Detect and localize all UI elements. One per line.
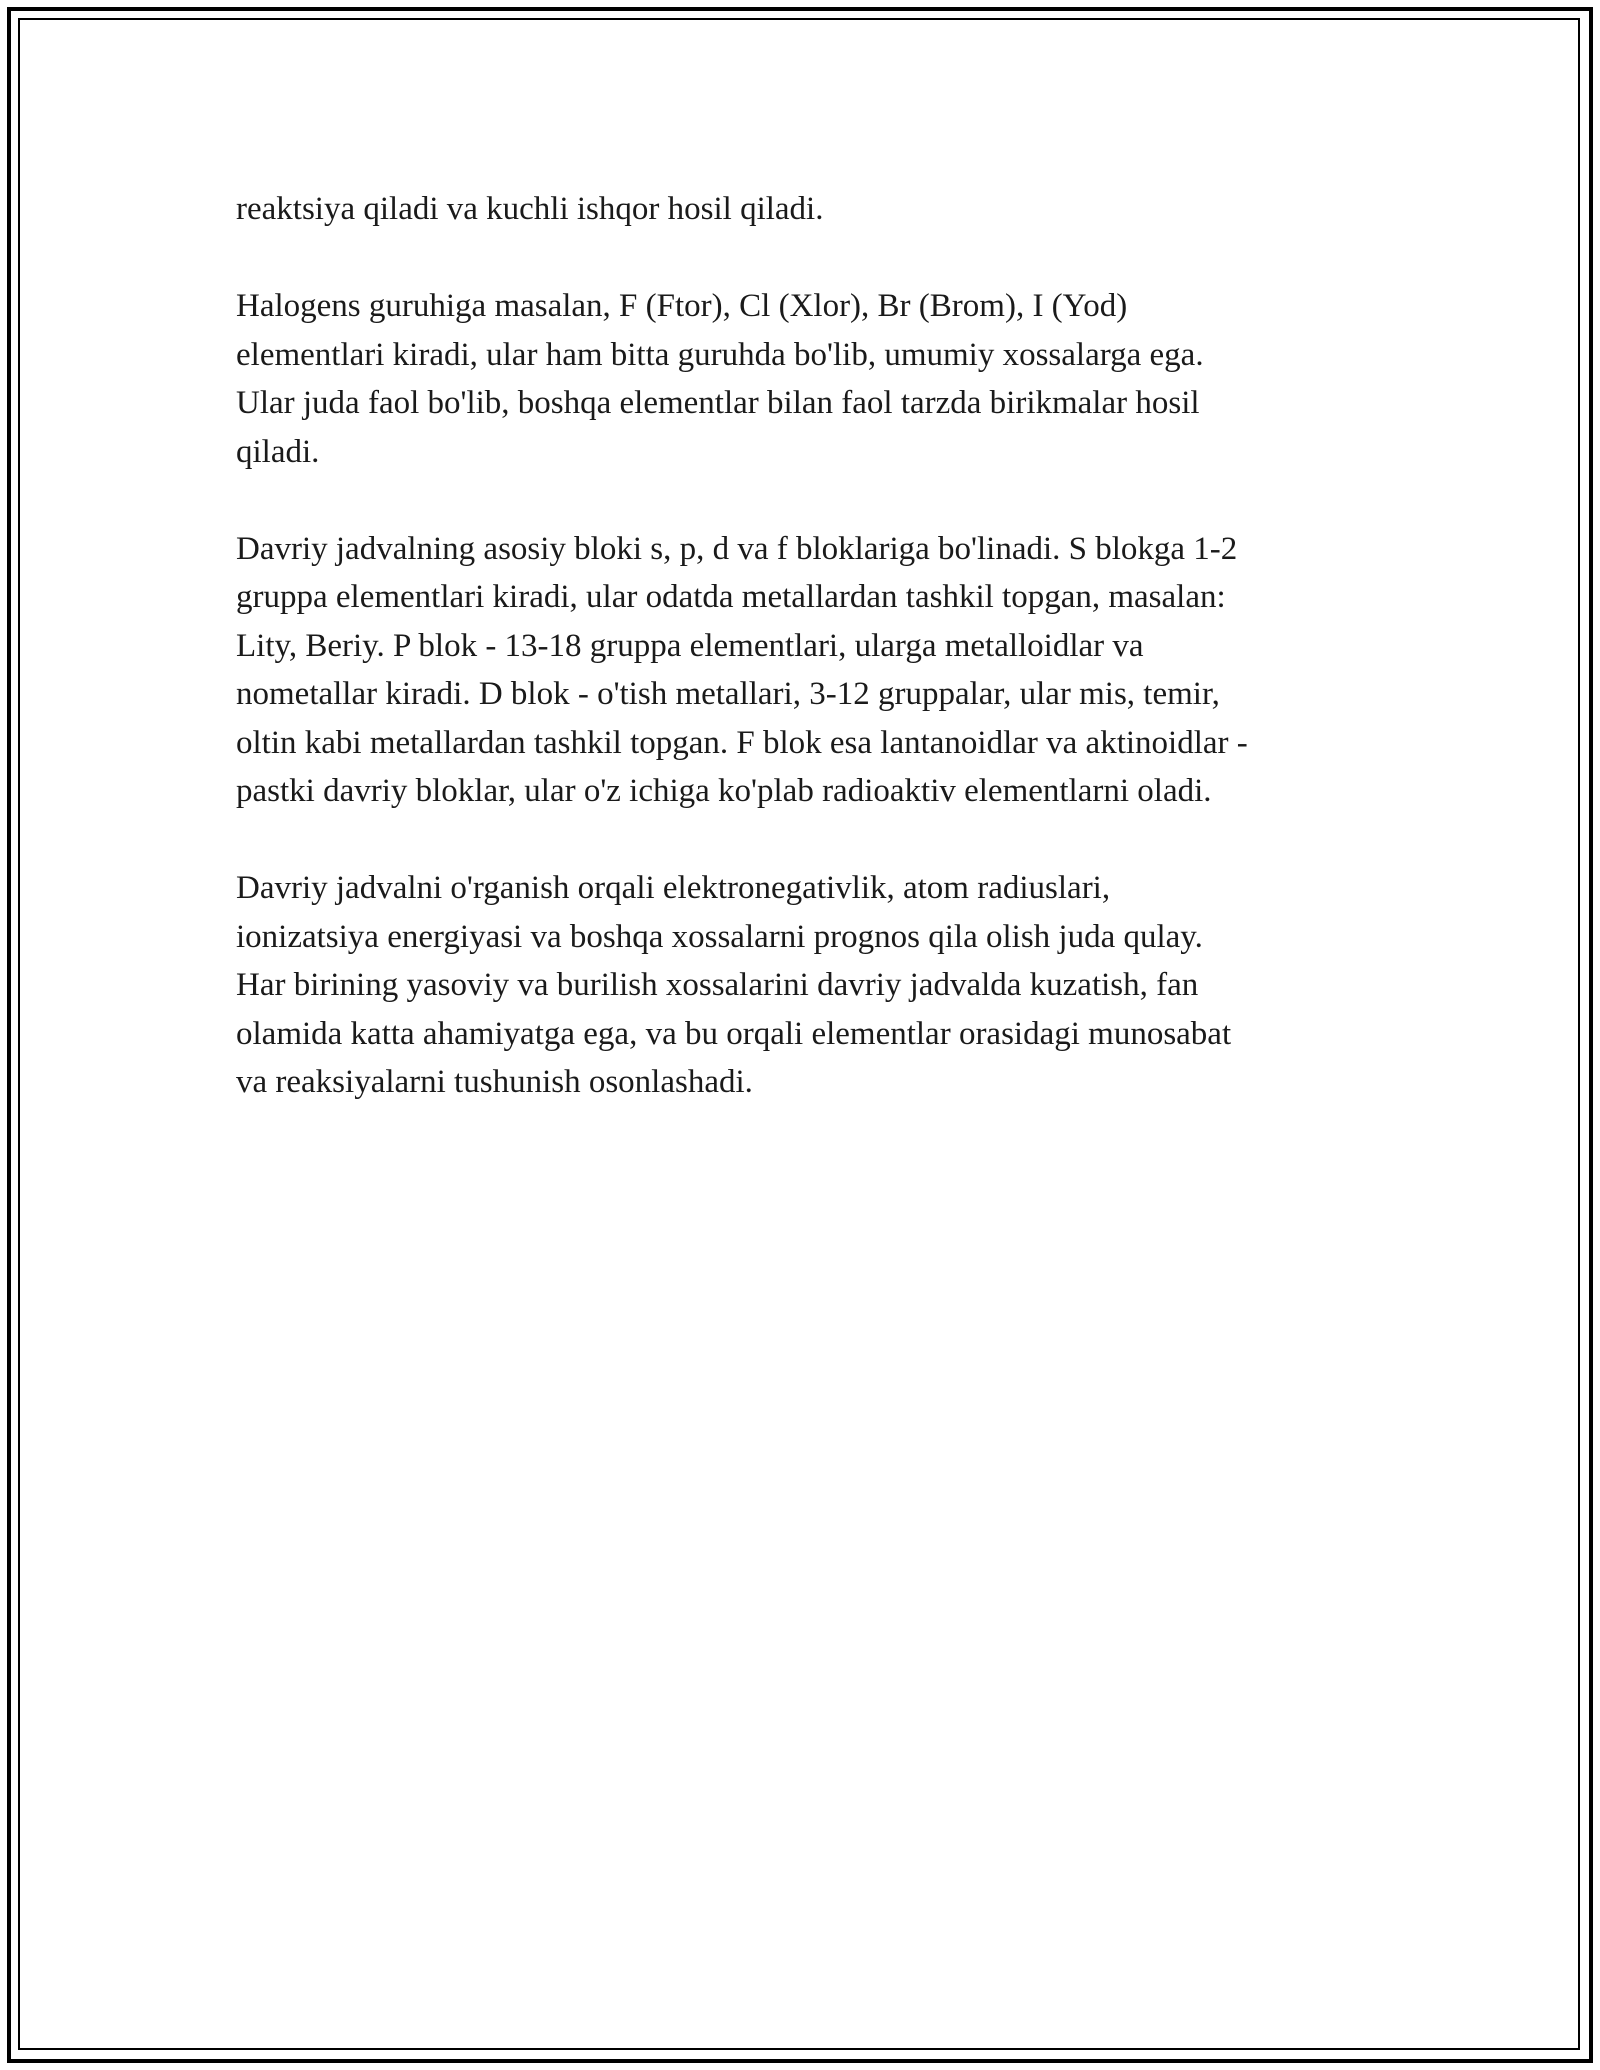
document-body: [236, 185, 1386, 1155]
paragraph-continuation: reaktsiya qiladi va kuchli ishqor hosil qiladi.: [236, 191, 824, 227]
paragraph-blocks: Davriy jadvalning asosiy bloki s, p, d va f bloklariga bo'linadi. S blokga 1-2 gruppa elementlari kiradi, ular odatda metallardan tashkil topgan, masalan: Lity, Beriy. P blok - 13-18 gruppa elementlari, ularga metalloidlar va nometallar kiradi. D blok - o'tish metallari, 3-12 gruppalar, ular mis, temir, oltin kabi metallardan tashkil topgan. F blok esa lantanoidlar va aktinoidlar - pastki davriy bloklar, ular o'z ichiga ko'plab radioaktiv elementlarni oladi.: [236, 530, 1248, 809]
paragraph-periodic-table-study: Davriy jadvalni o'rganish orqali elektronegativlik, atom radiuslari, ionizatsiya energiyasi va boshqa xossalarni prognos qila olish juda qulay. Har birining yasoviy va burilish xossalarini davriy jadvalda kuzatish, fan olamida katta ahamiyatga ega, va bu orqali elementlar orasidagi munosabat va reaksiyalarni tushunish osonlashadi.: [236, 870, 1232, 1100]
paragraph-halogens: Halogens guruhiga masalan, F (Ftor), Cl (Xlor), Br (Brom), I (Yod) elementlari kiradi, ular ham bitta guruhda bo'lib, umumiy xossalarga ega. Ular juda faol bo'lib, boshqa elementlar bilan faol tarzda birikmalar hosil qiladi.: [236, 288, 1204, 470]
